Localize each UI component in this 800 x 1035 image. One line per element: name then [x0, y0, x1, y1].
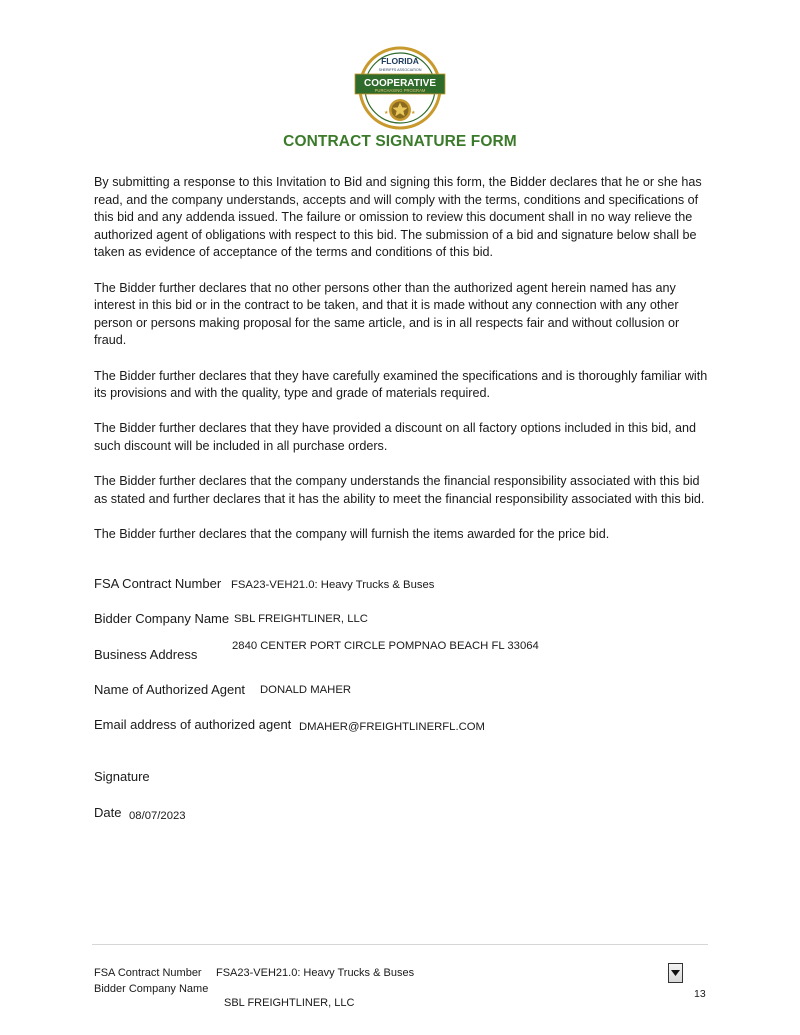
- logo-top-text: FLORIDA: [381, 56, 419, 66]
- authorized-agent-field[interactable]: DONALD MAHER: [260, 684, 352, 696]
- footer-contract-label: FSA Contract Number: [94, 967, 202, 979]
- signature-field[interactable]: [160, 766, 460, 786]
- paragraph-1: By submitting a response to this Invitation to Bid and signing this form, the Bidder declares that he or she has read, and the company understands, accepts and will comply with the terms, conditions and specifications of this bid and any addenda issued. The failure or omission to review this document shall in no way relieve the authorized agent of obligations with respect to this bid. The submission of a bid and signature below shall be taken as evidence of acceptance of the terms and conditions of this bid.: [94, 175, 702, 260]
- declaration-text: [94, 174, 714, 561]
- contract-number-label: FSA Contract Number: [94, 576, 222, 591]
- company-name-field[interactable]: SBL FREIGHTLINER, LLC: [234, 613, 368, 625]
- dropdown-button[interactable]: [668, 963, 683, 983]
- logo-banner-main: COOPERATIVE: [363, 78, 437, 89]
- date-field[interactable]: 08/07/2023: [129, 810, 186, 822]
- company-name-label: Bidder Company Name: [94, 611, 230, 626]
- paragraph-4: The Bidder further declares that they have provided a discount on all factory options included in this bid, and such discount will be included in all purchase orders.: [94, 421, 697, 453]
- triangle-down-icon: [671, 970, 680, 976]
- paragraph-3: The Bidder further declares that they have carefully examined the specifications and is thoroughly familiar with its provisions and with the quality, type and grade of materials required.: [94, 368, 708, 401]
- footer-company-value: SBL FREIGHTLINER, LLC: [224, 997, 355, 1009]
- logo-ring-text: SHERIFFS ASSOCIATION: [378, 68, 422, 72]
- star-badge-icon: [389, 99, 411, 121]
- svg-text:★: ★: [384, 110, 389, 116]
- agent-email-label: Email address of authorized agent: [94, 717, 292, 732]
- business-address-field[interactable]: 2840 CENTER PORT CIRCLE POMPNAO BEACH FL 33064: [232, 640, 539, 652]
- footer-divider: [92, 944, 708, 945]
- paragraph-2: The Bidder further declares that no other persons other than the authorized agent herein named has any interest in this bid or in the contract to be taken, and that it is made without any connection with any other person or persons making proposal for the same article, and is in all respects fair and without collusion or fraud.: [94, 280, 680, 348]
- footer-contract-value: FSA23-VEH21.0: Heavy Trucks & Buses: [216, 967, 415, 979]
- page-number: 13: [694, 988, 706, 1000]
- contract-number-field[interactable]: FSA23-VEH21.0: Heavy Trucks & Buses: [231, 579, 435, 591]
- authorized-agent-label: Name of Authorized Agent: [94, 682, 246, 697]
- svg-text:★: ★: [411, 110, 416, 116]
- footer-company-label: Bidder Company Name: [94, 983, 209, 995]
- agent-email-field[interactable]: DMAHER@FREIGHTLINERFL.COM: [299, 721, 485, 733]
- fsa-cooperative-logo: [353, 44, 447, 130]
- logo-banner-sub: PURCHASING PROGRAM: [374, 88, 426, 93]
- paragraph-5: The Bidder further declares that the company understands the financial responsibility associated with this bid as stated and further declares that it has the ability to meet the financial responsibility associated with this bid.: [94, 474, 705, 506]
- date-label: Date: [94, 805, 122, 820]
- business-address-label: Business Address: [94, 647, 198, 662]
- signature-label: Signature: [94, 769, 150, 784]
- page-title: CONTRACT SIGNATURE FORM: [283, 133, 517, 150]
- paragraph-6: The Bidder further declares that the company will furnish the items awarded for the price bid.: [94, 526, 610, 541]
